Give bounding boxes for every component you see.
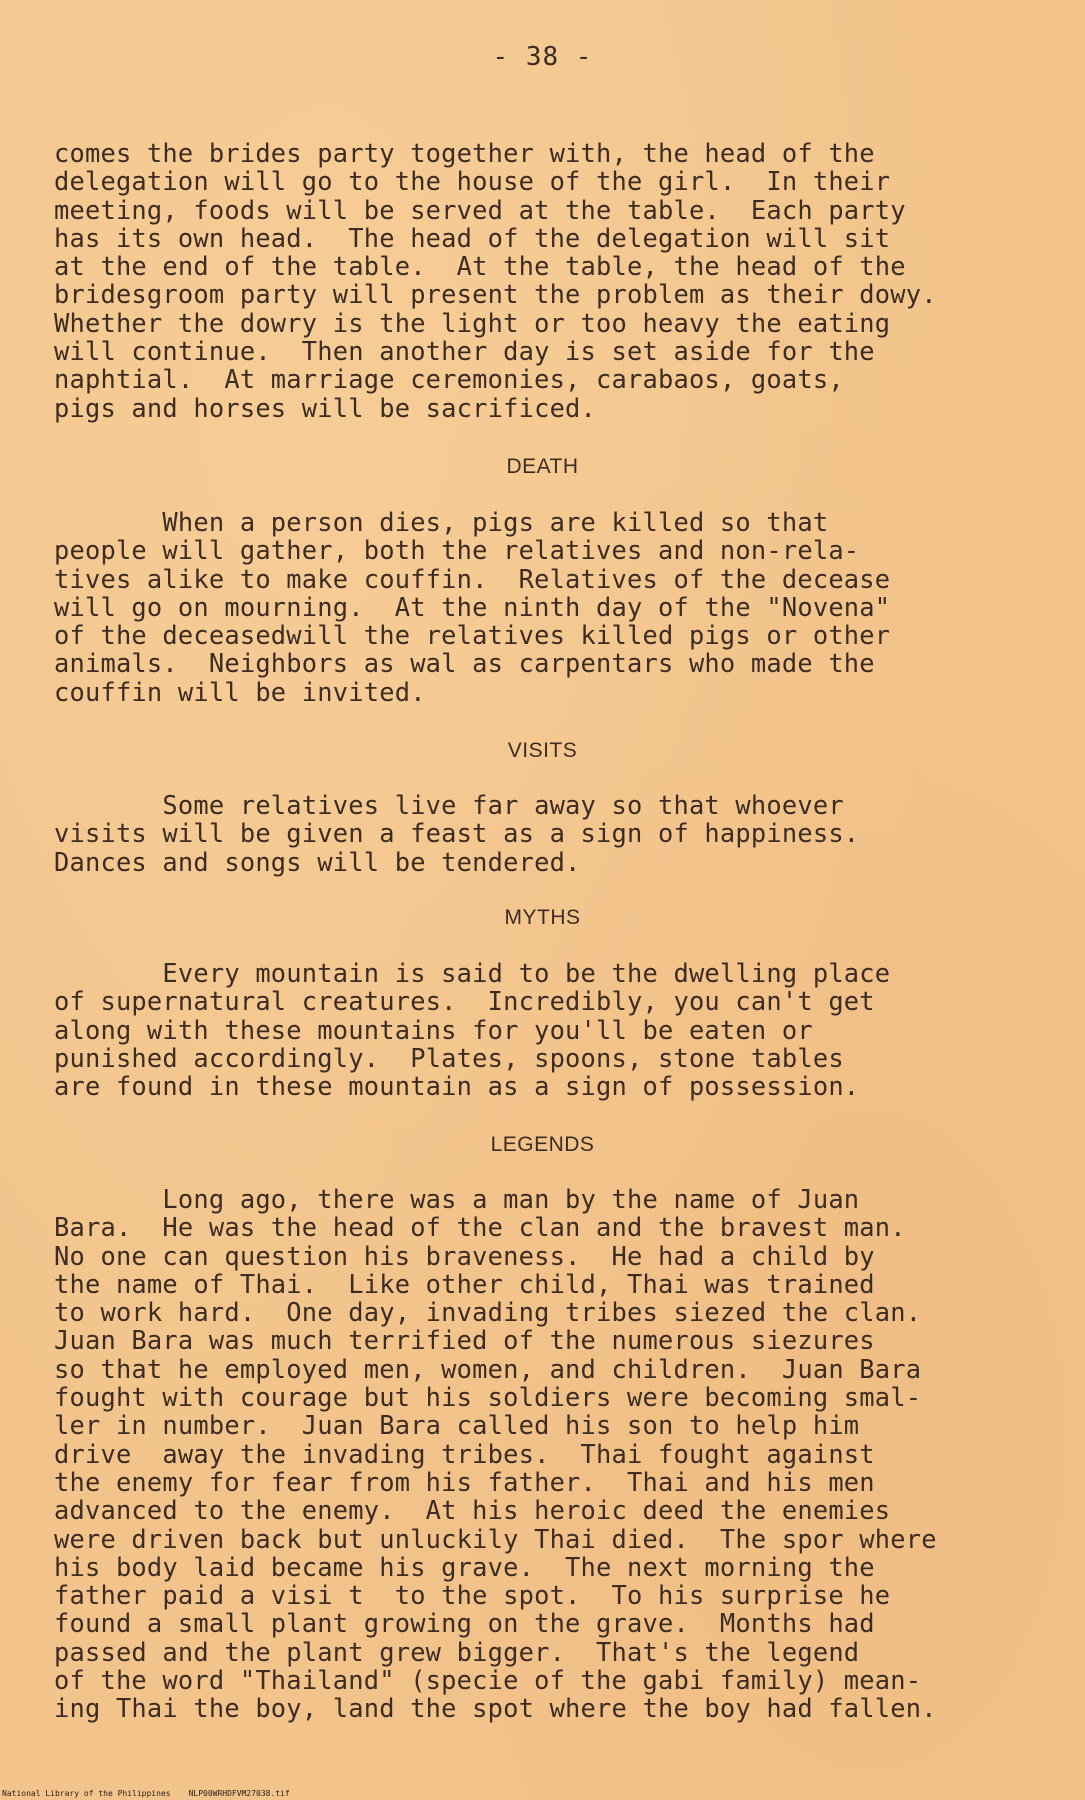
footer-file-id: NLP00WRHDFVM27038.tif <box>188 1789 290 1798</box>
page-number: - 38 - <box>492 42 593 72</box>
heading-myths: MYTHS <box>504 906 581 929</box>
scan-footer <box>2 1789 308 1798</box>
paragraph-death: When a person dies, pigs are killed so that people will gather, both the relatives and non-rela- tives alike to make couffin. Relatives of the decease will go on mourning. At the ninth day of the "Novena" of the deceasedwill the relatives killed pigs or other animals. Neighbors as wal as carpentars who made the couffin will be invited. <box>54 507 891 707</box>
heading-legends: LEGENDS <box>490 1133 595 1156</box>
paragraph-visits: Some relatives live far away so that whoever visits will be given a feast as a sign of happiness. Dances and songs will be tendered. <box>54 790 860 877</box>
paragraph-myths: Every mountain is said to be the dwelling place of supernatural creatures. Incredibly, you can't get along with these mountains for you'll be eaten or punished accordingly. Plates, spoons, stone tables are found in these mountain as a sign of possession. <box>54 958 891 1102</box>
heading-visits: VISITS <box>507 739 578 762</box>
paragraph-legends: Long ago, there was a man by the name of Juan Bara. He was the head of the clan and the bravest man. No one can question his braveness. He had a child by the name of Thai. Like other child, Thai was trained to work hard. One day, invading tribes siezed the clan. Juan Bara was much terrified of the numerous siezures so that he employed men, women, and children. Juan Bara fought with courage but his soldiers were becoming smal- ler in number. Juan Bara called his son to help him drive away the invading tribes. Thai fought against the enemy for fear from his father. Thai and his men advanced to the enemy. At his heroic deed the enemies were driven back but unluckily Thai died. The spor where his body laid became his grave. The next morning the father paid a visi t to the spot. To his surprise he found a small plant growing on the grave. Months had passed and the plant grew bigger. That's the legend of the word "Thailand" (specie of the gabi family) mean- ing Thai the boy, land the spot where the boy had fallen. <box>54 1184 937 1724</box>
heading-death: DEATH <box>506 455 579 478</box>
paragraph-intro: comes the brides party together with, the head of the delegation will go to the house of the girl. In their meeting, foods will be served at the table. Each party has its own head. The head of the delegation will sit at the end of the table. At the table, the head of the bridesgroom party will present the problem as their dowy. Whether the dowry is the light or too heavy the eating will continue. Then another day is set aside for the naphtial. At marriage ceremonies, carabaos, goats, pigs and horses will be sacrificed. <box>54 138 937 423</box>
footer-library: National Library of the Philippines <box>2 1789 171 1798</box>
